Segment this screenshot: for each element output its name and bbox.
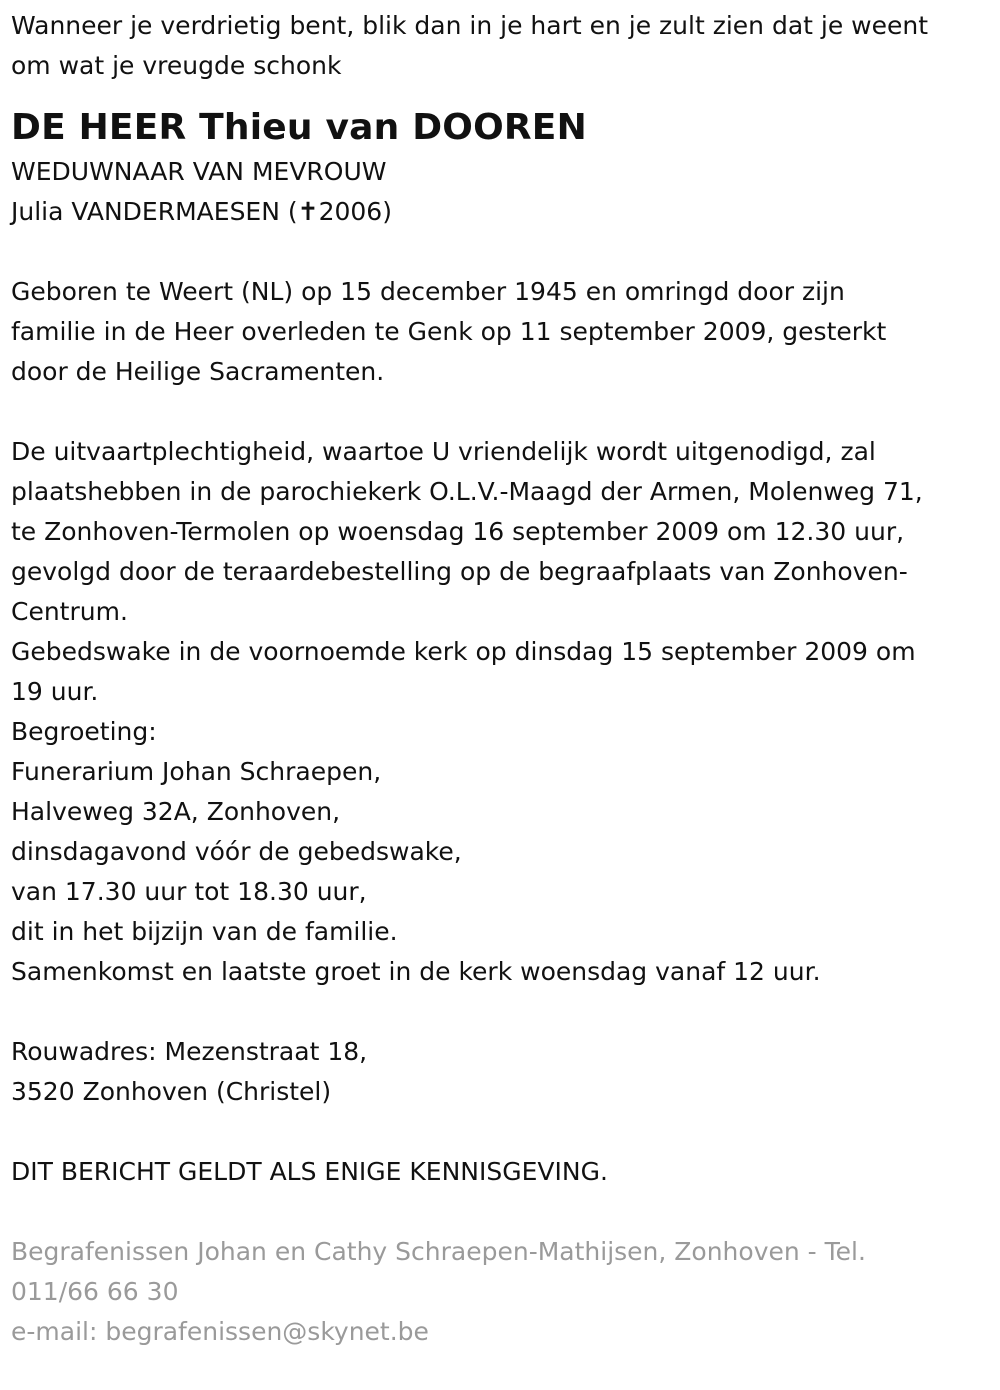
spouse-block	[11, 152, 991, 232]
spouse-year: 2006	[318, 197, 383, 226]
greeting-line: dinsdagavond vóór de gebedswake,	[11, 837, 462, 866]
greeting-line: Halveweg 32A, Zonhoven,	[11, 797, 341, 826]
footer-line-1: Begrafenissen Johan en Cathy Schraepen-Mathijsen, Zonhoven - Tel.	[11, 1237, 866, 1266]
deceased-name: DE HEER Thieu van DOOREN	[11, 107, 587, 148]
footer-email: e-mail: begrafenissen@skynet.be	[11, 1317, 429, 1346]
footer-phone: 011/66 66 30	[11, 1277, 179, 1306]
wake-line-1: Gebedswake in de voornoemde kerk op dinsdag 15 september 2009 om	[11, 637, 916, 666]
cross-icon: ✝	[297, 197, 319, 226]
spacer	[11, 992, 991, 1032]
obituary-document	[11, 6, 991, 1352]
spouse-line: Julia VANDERMAESEN (✝2006)	[11, 197, 392, 226]
birth-death-paragraph	[11, 272, 991, 392]
funeral-line-3: te Zonhoven-Termolen op woensdag 16 september 2009 om 12.30 uur,	[11, 517, 905, 546]
spacer	[11, 392, 991, 432]
funeral-line-5: Centrum.	[11, 597, 128, 626]
greeting-line: dit in het bijzijn van de familie.	[11, 917, 398, 946]
greeting-line: Samenkomst en laatste groet in de kerk woensdag vanaf 12 uur.	[11, 957, 821, 986]
quote-block	[11, 6, 991, 86]
birth-death-line-2: familie in de Heer overleden te Genk op 11 september 2009, gesterkt	[11, 317, 887, 346]
spacer	[11, 1112, 991, 1152]
spacer	[11, 1192, 991, 1232]
address-line-2: 3520 Zonhoven (Christel)	[11, 1077, 332, 1106]
wake-line-2: 19 uur.	[11, 677, 99, 706]
greeting-line: Funerarium Johan Schraepen,	[11, 757, 382, 786]
greeting-line: van 17.30 uur tot 18.30 uur,	[11, 877, 367, 906]
mourning-address	[11, 1032, 991, 1112]
funeral-home-footer	[11, 1232, 991, 1352]
spouse-name: Julia VANDERMAESEN	[11, 197, 280, 226]
relation-line: WEDUWNAAR VAN MEVROUW	[11, 157, 387, 186]
funeral-line-1: De uitvaartplechtigheid, waartoe U vriendelijk wordt uitgenodigd, zal	[11, 437, 876, 466]
funeral-line-4: gevolgd door de teraardebestelling op de begraafplaats van Zonhoven-	[11, 557, 908, 586]
quote-line-1: Wanneer je verdrietig bent, blik dan in je hart en je zult zien dat je weent	[11, 11, 929, 40]
greeting-label: Begroeting:	[11, 717, 157, 746]
spacer	[11, 232, 991, 272]
quote-line-2: om wat je vreugde schonk	[11, 51, 342, 80]
birth-death-line-1: Geboren te Weert (NL) op 15 december 1945 en omringd door zijn	[11, 277, 845, 306]
funeral-line-2: plaatshebben in de parochiekerk O.L.V.-Maagd der Armen, Molenweg 71,	[11, 477, 923, 506]
address-line-1: Rouwadres: Mezenstraat 18,	[11, 1037, 368, 1066]
funeral-paragraph	[11, 432, 991, 992]
notice-line: DIT BERICHT GELDT ALS ENIGE KENNISGEVING.	[11, 1157, 608, 1186]
birth-death-line-3: door de Heilige Sacramenten.	[11, 357, 385, 386]
